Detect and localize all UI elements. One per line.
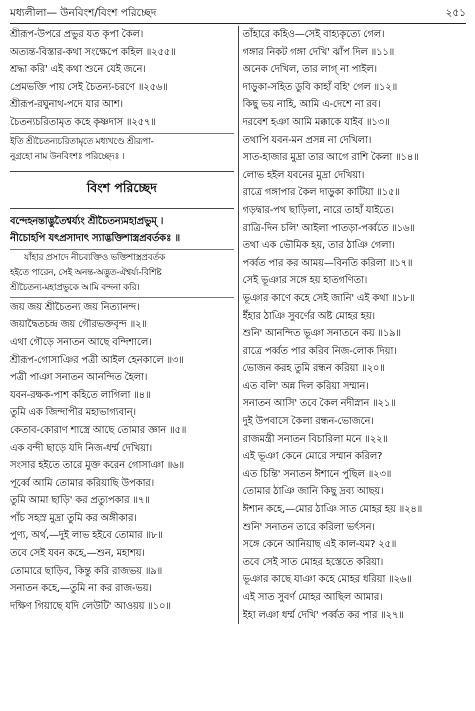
chapter-heading-box — [10, 171, 234, 209]
verse-line: এত বলি' অন্ন দিল করিয়া সম্মান। — [242, 380, 369, 392]
verse-line: চৈতন্যচরিতামৃত কহে কৃষ্ণদাস ॥২৫৭॥ — [10, 116, 156, 128]
verse-line: তুমি এক জিন্দাপীর মহাভাগ্যবান্। — [10, 407, 136, 419]
page-header — [10, 6, 466, 22]
verse-line: দুই উপবাসে কৈলা রন্ধন-ভোজনে। — [242, 416, 374, 428]
verse-line: প্রেমভক্তি পায় সেই চৈতন্য-চরণে ॥২৫৬॥ — [10, 81, 168, 93]
verse-line: শ্রীরূপ-উপরে প্রভুর যত কৃপা কৈল। — [10, 29, 144, 40]
right-verses — [243, 26, 467, 624]
verse-line: নুগ্রহো নাম উনবিংশঃ পরিচ্ছেদঃ । — [10, 151, 125, 162]
verse-line: তথাপি যবন-মন প্রসন্ন না দেখিলা। — [242, 134, 372, 146]
verse-line: ভোজন করহ তুমি রন্ধন করিয়া ॥২০॥ — [242, 363, 385, 375]
page-number: ২৫১ — [445, 6, 466, 19]
header-rule — [10, 23, 466, 24]
colophon — [10, 135, 234, 165]
verse-line: ইঁহার ঠাঞি সুবর্ণের অষ্ট মোহর হয়। — [242, 310, 375, 322]
left-column — [10, 26, 239, 624]
text-columns — [10, 26, 466, 624]
verse-line: যাঁহার প্রসাদে নীচব্যক্তিও ভক্তিশাস্ত্রপ্রবর্তক — [24, 252, 165, 263]
running-head: মধ্যলীলা— উনবিংশ/বিংশ পরিচ্ছেদ — [10, 6, 157, 19]
verse-line: পাঁচ সহস্র মুদ্রা তুমি কর অঙ্গীকার। — [10, 512, 137, 524]
verse-line: শ্রদ্ধা করি' এই কথা শুনে যেই জনে। — [10, 64, 146, 76]
verse-line: তুমি আমা ছাড়ি' কর প্রত্যুপকার ॥৭॥ — [10, 495, 150, 507]
verse-line: তবে সেই সাত মোহর হস্তেতে করিয়া। — [242, 556, 384, 568]
verse-line: দক্ষিণ গিয়াছে যদি লেউটি' আওয়য় ॥১০॥ — [10, 600, 171, 612]
verse-line: এত চিন্তি' সনাতন ঈশানে পুছিল ॥২৩॥ — [242, 468, 392, 480]
verse-line: এই ভূঞা কেনে মোরে সম্মান করিল? — [242, 451, 383, 463]
verse-line: শ্রীরূপ-রঘুনাথ-পদে যার আশ। — [10, 99, 123, 111]
chapter-title: বিংশ পরিচ্ছেদ — [86, 179, 157, 195]
verse-line: হইতে পারেন, সেই অনন্ত-অদ্ভুত-ঐশ্বর্য্য-বিশিষ্ট — [10, 267, 162, 278]
verse-line: পত্রী পাঞা সনাতন আনন্দিত হৈলা। — [10, 372, 148, 384]
verse-line: সনাতন আসি' তবে কৈল নদীস্নান ॥২১॥ — [242, 398, 396, 410]
verse-translation — [10, 251, 234, 296]
verse-line: জয়াদ্বৈতচন্দ্র জয় গৌরভক্তবৃন্দ ॥২॥ — [10, 319, 147, 331]
verse-line: তাঁহারে কহিও—সেই বাহ্যকৃত্যে গেল। — [242, 29, 385, 40]
verse-line: ইতি শ্রীচৈতন্যচরিতামৃতে মধ্যখণ্ডে শ্রীরূপা- — [10, 136, 154, 147]
verse-line: শ্রীরূপ-গোসাঞির পত্রী আইল হেনকালে ॥৩॥ — [10, 354, 184, 366]
verse-line: কেতাব-কোরাণ শাস্ত্রে আছে তোমার জ্ঞান ॥৫॥ — [10, 424, 187, 436]
verse-line: সঙ্গে কেনে আনিয়াছ এই কাল-যম? ২৫॥ — [242, 539, 397, 551]
verse-line: এথা গৌড়ে সনাতন আছে বন্দিশালে। — [10, 336, 152, 348]
verse-line: লোভ হইল যবনের মুদ্রা দেখিয়া। — [242, 169, 365, 181]
verse-line: শুনি' আনন্দিত ভূঞা সনাতনে কয় ॥১৯॥ — [242, 328, 401, 340]
verse-line: সনাতন কহে,—তুমি না কর রাজ-ভয়। — [10, 583, 152, 595]
verse-line: ভূঞার কাণে কহে সেই জানি' এই কথা ॥১৮॥ — [242, 292, 415, 304]
right-column — [239, 26, 467, 624]
verse-line: এক বন্দী ছাড়ে যদি নিজ-ধর্ম্ম দেখিয়া। — [10, 442, 153, 454]
verse-line: পুণ্য, অর্থ,—দুই লাভ হইবে তোমার ॥৮॥ — [10, 530, 163, 542]
verse-line: রাত্রে পর্ব্বত পার করিব নিজ-লোক দিয়া। — [242, 345, 397, 357]
verse-line: পূর্ব্বে আমি তোমার করিয়াছি উপকার। — [10, 477, 154, 489]
chapter-19-ending — [10, 26, 234, 132]
verse-line: ভূঞার কাছে যাঞা কহে মোহর ধরিয়া ॥২৬॥ — [242, 574, 412, 586]
verse-line: শুনি' সনাতন তারে করিলা ভর্ৎসন। — [242, 521, 375, 533]
verse-line: অত্যন্ত-বিস্তার-কথা সংক্ষেপে কহিল ॥২৫৫॥ — [10, 46, 176, 58]
verse-line: দরবেশ হঞা আমি মক্কাকে যাইব ॥১৩॥ — [242, 116, 390, 128]
verse-line: রাজমন্ত্রী সনাতন বিচারিলা মনে ॥২২॥ — [242, 433, 388, 445]
verse-line: সংসার হইতে তারে মুক্ত করেন গোসাঞা ॥৬॥ — [10, 460, 184, 472]
verse-line: জয় জয় শ্রীচৈতন্য জয় নিত্যানন্দ। — [10, 301, 140, 313]
verse-line: পর্ব্বত পার কর আময়—বিনতি করিলা ॥১৭॥ — [242, 257, 413, 269]
verse-line: সাত-হাজার মুদ্রা তার আগে রাশি কৈলা ॥১৪॥ — [242, 152, 419, 164]
verse-line: কিছু ভয় নাহি, আমি এ-দেশে না রব। — [242, 99, 381, 111]
verse-line: নীচোহপি যৎপ্রসাদাৎ স্যাদ্ভক্তিশাস্ত্রপ্রবর্তকঃ ॥ — [10, 233, 181, 245]
verse-line: তোমারে ছাড়িব, কিন্তু করি রাজভয় ॥৯॥ — [10, 565, 163, 577]
verse-line: এই সাত সুবর্ণ মোহর আছিল আমার। — [242, 592, 383, 603]
divider — [10, 133, 234, 134]
verse-line: ঈশান কহে,—মোর ঠাঞি সাত মোহর হয় ॥২৪॥ — [242, 504, 423, 516]
verse-line: তবে সেই যবন কহে,—শুন, মহাশয়। — [10, 548, 145, 560]
verse-line: রাত্রে গঙ্গাপার কৈল দাড়ুকা কাটিয়া ॥১৫॥ — [242, 187, 400, 199]
verse-line: দাড়ুকা-সহিত ডুবি কাহাঁ বহি' গেল ॥১২॥ — [242, 81, 398, 93]
invocation-verse — [10, 213, 234, 248]
verse-line: ইহা লঞা ধর্ম্ম দেখি' পর্ব্বত কর পার ॥২৭॥ — [242, 609, 404, 621]
verse-line: গড়দ্বার-পথ ছাড়িলা, নারে তাহাঁ যাইতে। — [242, 204, 394, 216]
divider — [10, 297, 234, 298]
divider — [10, 249, 234, 250]
verse-line: গঙ্গার নিকট গঙ্গা দেখি' ঝাঁপ দিল ॥১১॥ — [242, 46, 395, 58]
verse-line: অনেক দেখিল, তার লাগ্ না পাইল। — [242, 64, 377, 76]
chapter-20-verses — [10, 299, 234, 616]
verse-line: শ্রীচৈতন্য-মহাপ্রভুকে আমি বন্দনা করি। — [10, 282, 140, 293]
verse-line: রাত্রি-দিন চলি' আইলা পাতড়া-পর্ব্বতে ॥১৬॥ — [242, 222, 415, 234]
verse-line: বন্দেহনন্তাদ্ভুতৈশ্বর্য্যং শ্রীচৈতন্যমহাপ্রভুম্ । — [10, 215, 164, 227]
verse-line: তথা এক ভৌমিক হয়, তার ঠাঞি গেলা। — [242, 240, 395, 252]
verse-line: তোমার ঠাঞি জানি কিছু দ্রব্য আছয়। — [242, 486, 384, 498]
verse-line: সেই ভূঞার সঙ্গে হয় হাতগণিতা। — [242, 275, 368, 287]
verse-line: যবন-রক্ষক-পাশ কহিতে লাগিলা ॥৪॥ — [10, 389, 151, 401]
